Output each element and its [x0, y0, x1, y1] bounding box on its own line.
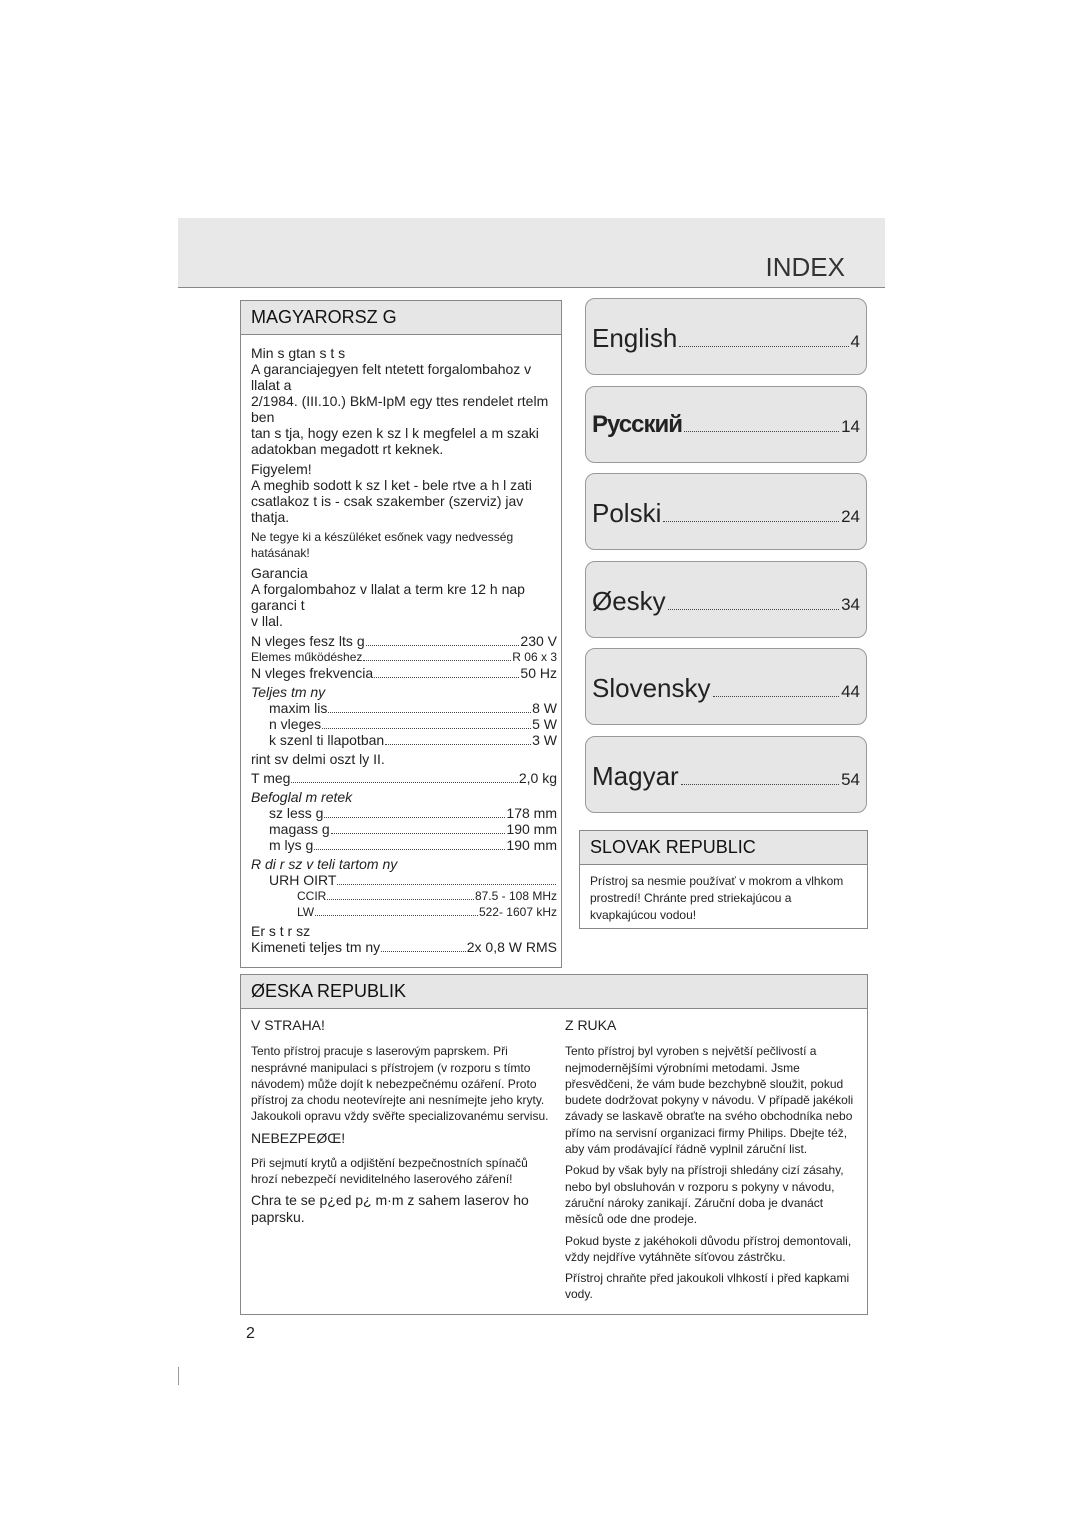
leader-dots	[679, 346, 848, 347]
spec-row	[251, 700, 557, 716]
spec-label: CCIR	[297, 889, 327, 903]
spec-label: URH OIRT	[269, 872, 337, 888]
spec-heading: Befoglal m retek	[251, 789, 353, 805]
warranty-text-1: Tento přístroj byl vyroben s největší pečlivostí a nejmodernějšími výrobními metodami. Jsme přesvědčeni, že vám bude bezchybně sloužit, pokud budete dodržovat pokyny v návodu. V případě jakékoli závady se laskavě obraťte na svého obchodníka nebo přímo na servisní organizaci firmy Philips. Dbejte též, aby vám prodávající řádně vyplnil záruční list.	[565, 1044, 854, 1157]
section-title: ØESKA REPUBLIK	[241, 975, 867, 1009]
index-language: Øesky	[592, 586, 666, 616]
index-page: 4	[850, 332, 860, 351]
spec-row	[251, 939, 557, 955]
index-language: Magyar	[592, 761, 679, 791]
spec-row	[251, 649, 557, 665]
warning-text: Tento přístroj pracuje s laserovým paprskem. Při nesprávné manipulaci s přístrojem (v rozporu s tímto návodem) může dojít k nebezpečnému ozáření. Proto přístroj za chodu neotevírejte ani nesnímejte jeho kryty. Jakoukoli opravu vždy svěřte specializovanému servisu.	[251, 1044, 549, 1124]
spec-label: m lys g	[269, 837, 314, 853]
spec-row	[251, 821, 557, 837]
page-number: 2	[246, 1325, 255, 1342]
index-card-1[interactable]	[585, 386, 867, 463]
czech-warranty-column	[565, 1017, 865, 1308]
spec-label: Kimeneti teljes tm ny	[251, 939, 381, 955]
text-line: A garanciajegyen felt ntetett forgalombahoz v llalat a	[251, 361, 532, 393]
leader-dots	[385, 744, 531, 745]
spec-value: 178 mm	[506, 805, 557, 821]
spec-label: sz less g	[269, 805, 324, 821]
text-line: Garancia	[251, 565, 308, 581]
text-line: A forgalombahoz v llalat a term kre 12 h nap garanci t	[251, 581, 525, 613]
margin-mark	[178, 1367, 179, 1385]
spec-row	[251, 633, 557, 649]
index-page: 54	[841, 770, 860, 789]
spec-value: 190 mm	[506, 837, 557, 853]
warning-heading: V STRAHA!	[251, 1017, 325, 1033]
leader-dots	[315, 915, 478, 916]
section-title: SLOVAK REPUBLIC	[580, 831, 867, 865]
spec-value: 50 Hz	[520, 665, 557, 681]
hungary-section	[240, 300, 562, 968]
spec-row	[251, 665, 557, 681]
warranty-text-3: Pokud byste z jakéhokoli důvodu přístroj demontovali, vždy nejdříve vytáhněte síťovou zástrčku.	[565, 1233, 852, 1264]
spec-row	[251, 805, 557, 821]
page-title: INDEX	[765, 252, 845, 282]
index-card-2[interactable]	[585, 473, 867, 550]
text-line: A meghib sodott k sz l ket - bele rtve a h l zati	[251, 477, 532, 493]
leader-dots	[328, 712, 531, 713]
spec-value: 87.5 - 108 MHz	[474, 889, 557, 903]
header-band	[178, 218, 885, 288]
text-line: Figyelem!	[251, 461, 312, 477]
leader-dots	[363, 660, 511, 661]
index-card-5[interactable]	[585, 736, 867, 813]
czech-section	[240, 974, 868, 1315]
leader-dots	[314, 849, 505, 850]
spec-value: 2x 0,8 W RMS	[466, 939, 557, 955]
text-line: hatásának!	[251, 546, 310, 560]
slovak-text: Prístroj sa nesmie používať v mokrom a vlhkom prostredí! Chránte pred striekajúcou a kvapkajúcou vodou!	[590, 874, 844, 922]
text-line: Ne tegye ki a készüléket esőnek vagy nedvesség	[251, 530, 514, 544]
spec-row	[251, 904, 557, 920]
leader-dots	[322, 728, 531, 729]
leader-dots	[366, 645, 520, 646]
spec-text: rint sv delmi oszt ly II.	[251, 751, 385, 767]
leader-dots	[327, 899, 474, 900]
danger-text-2: Chra te se p¿ed p¿ m·m z sahem laserov ho paprsku.	[251, 1192, 529, 1226]
spec-value: R 06 x 3	[512, 650, 557, 664]
leader-dots	[684, 431, 839, 432]
leader-dots	[681, 784, 839, 785]
spec-label: T meg	[251, 770, 291, 786]
spec-label: magass g	[269, 821, 330, 837]
index-card-3[interactable]	[585, 561, 867, 638]
spec-value: 8 W	[532, 700, 557, 716]
spec-heading: R di r sz v teli tartom ny	[251, 856, 398, 872]
spec-row	[251, 872, 557, 888]
index-language: English	[592, 323, 678, 353]
spec-label: maxim lis	[269, 700, 328, 716]
section-title: MAGYARORSZ G	[241, 301, 561, 335]
spec-value: 5 W	[532, 716, 557, 732]
text-line: tan s tja, hogy ezen k sz l k megfelel a m szaki	[251, 425, 539, 441]
spec-row	[251, 716, 557, 732]
index-card-0[interactable]	[585, 298, 867, 375]
leader-dots	[663, 521, 839, 522]
spec-value: 190 mm	[506, 821, 557, 837]
slovak-section	[579, 830, 868, 929]
spec-text: Er s t r sz	[251, 923, 311, 939]
danger-heading: NEBEZPEØŒ!	[251, 1129, 346, 1146]
spec-row	[251, 770, 557, 786]
text-line: csatlakoz t is - csak szakember (szerviz) jav thatja.	[251, 493, 524, 525]
warranty-text-2: Pokud by však byly na přístroji shledány cizí zásahy, nebo byl obsluhován v rozporu s pokyny v návodu, záruční nároky zanikají. Záruční doba je dvanáct měsíců ode dne prodeje.	[565, 1163, 844, 1227]
spec-label: n vleges	[269, 716, 322, 732]
text-line: 2/1984. (III.10.) BkM-IpM egy ttes rendelet rtelm ben	[251, 393, 549, 425]
leader-dots	[713, 696, 840, 697]
leader-dots	[331, 833, 506, 834]
czech-warning-column	[251, 1017, 551, 1234]
index-language: Slovensky	[592, 673, 711, 703]
leader-dots	[337, 884, 556, 885]
index-page: 14	[841, 417, 860, 436]
leader-dots	[668, 609, 839, 610]
spec-heading: Teljes tm ny	[251, 684, 326, 700]
warranty-text-4: Přístroj chraňte před jakoukoli vlhkostí i před kapkami vody.	[565, 1271, 850, 1302]
hungary-body	[251, 345, 557, 955]
leader-dots	[291, 782, 517, 783]
leader-dots	[324, 817, 505, 818]
index-page: 24	[841, 507, 860, 526]
spec-value: 3 W	[532, 732, 557, 748]
text-line: adatokban megadott rt keknek.	[251, 441, 444, 457]
spec-row	[251, 888, 557, 904]
warranty-heading: Z RUKA	[565, 1017, 617, 1033]
spec-row	[251, 837, 557, 853]
leader-dots	[381, 951, 466, 952]
spec-row	[251, 732, 557, 748]
index-page: 44	[841, 682, 860, 701]
spec-value: 2,0 kg	[518, 770, 557, 786]
index-page: 34	[841, 595, 860, 614]
index-language: Polski	[592, 498, 662, 528]
spec-label: N vleges fesz lts g	[251, 633, 365, 649]
spec-value: 522- 1607 kHz	[478, 905, 557, 919]
leader-dots	[374, 677, 519, 678]
spec-value: 230 V	[520, 633, 557, 649]
spec-label: N vleges frekvencia	[251, 665, 374, 681]
text-line: v llal.	[251, 613, 283, 629]
text-line: Min s gtan s t s	[251, 345, 346, 361]
spec-label: Elemes működéshez	[251, 650, 363, 664]
danger-text: Při sejmutí krytů a odjištění bezpečnostních spínačů hrozí nebezpečí neviditelného laserového záření!	[251, 1155, 528, 1187]
spec-label: k szenl ti llapotban	[269, 732, 385, 748]
index-card-4[interactable]	[585, 648, 867, 725]
index-language: Русский	[592, 411, 682, 438]
spec-label: LW	[297, 905, 315, 919]
